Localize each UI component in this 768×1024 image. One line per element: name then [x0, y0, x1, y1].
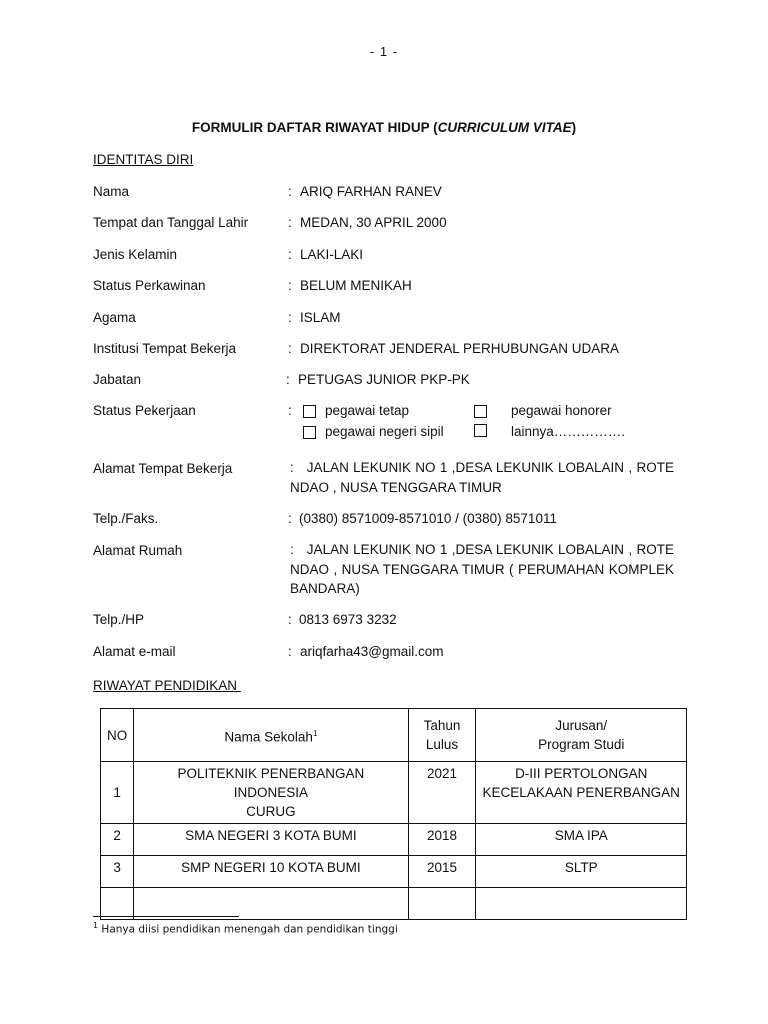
alamat-kerja-line1: : JALAN LEKUNIK NO 1 ,DESA LEKUNIK LOBALAIN , ROTE	[290, 460, 674, 475]
row-no-empty	[101, 888, 134, 920]
header-major-line1: Jurusan/	[555, 718, 608, 733]
row-school: SMA NEGERI 3 KOTA BUMI	[134, 824, 408, 856]
table-header-row	[101, 709, 687, 762]
alamat-rumah-line2: NDAO , NUSA TENGGARA TIMUR ( PERUMAHAN KOMPLEK	[290, 561, 674, 577]
nama-colon: :	[288, 184, 292, 199]
header-school-label: Nama Sekolah	[224, 729, 313, 745]
table-row-empty	[101, 888, 687, 920]
identity-heading: IDENTITAS DIRI	[93, 152, 194, 167]
alamat-rumah-value	[290, 540, 674, 599]
agama-label: Agama	[93, 310, 136, 325]
status-perkawinan-value: BELUM MENIKAH	[300, 278, 412, 293]
row-school-line2: CURUG	[246, 804, 296, 819]
telp-hp-label: Telp./HP	[93, 612, 145, 627]
ttl-label: Tempat dan Tanggal Lahir	[93, 215, 249, 230]
email-label: Alamat e-mail	[93, 644, 176, 659]
telp-hp-colon: :	[288, 612, 292, 627]
jenis-kelamin-label: Jenis Kelamin	[93, 247, 178, 262]
row-major-line1: D-III PERTOLONGAN	[515, 766, 648, 781]
header-year-line1: Tahun	[423, 718, 461, 733]
row-major: SLTP	[476, 856, 687, 888]
status-perkawinan-label: Status Perkawinan	[93, 278, 206, 293]
header-year	[408, 709, 476, 762]
jenis-kelamin-value: LAKI-LAKI	[300, 247, 364, 262]
row-major	[476, 762, 687, 824]
row-year: 2021	[408, 762, 476, 824]
jabatan-colon: :	[286, 372, 290, 387]
header-year-line2: Lulus	[425, 737, 459, 752]
title-prefix: FORMULIR DAFTAR RIWAYAT HIDUP (	[191, 120, 438, 135]
row-no: 3	[101, 856, 134, 888]
status-perkawinan-colon: :	[288, 278, 292, 293]
row-school	[134, 762, 408, 824]
title-suffix: )	[571, 120, 577, 135]
alamat-kerja-value	[290, 458, 674, 497]
header-major	[476, 709, 687, 762]
table-row	[101, 824, 687, 856]
lainnya-label: lainnya…………….	[511, 424, 626, 439]
education-table	[100, 708, 687, 920]
nama-label: Nama	[93, 184, 130, 199]
lainnya-checkbox[interactable]	[474, 424, 487, 437]
jenis-kelamin-colon: :	[288, 247, 292, 262]
jabatan-label: Jabatan	[93, 372, 142, 387]
agama-colon: :	[288, 310, 292, 325]
education-heading: RIWAYAT PENDIDIKAN	[93, 678, 241, 693]
pegawai-tetap-label: pegawai tetap	[325, 403, 410, 418]
footnote-marker: 1	[93, 921, 99, 930]
table-row	[101, 856, 687, 888]
header-no: NO	[101, 709, 134, 762]
alamat-rumah-label: Alamat Rumah	[93, 543, 183, 558]
email-colon: :	[288, 644, 292, 659]
ttl-value: MEDAN, 30 APRIL 2000	[300, 215, 447, 230]
row-no: 1	[101, 762, 134, 824]
alamat-kerja-label: Alamat Tempat Bekerja	[93, 461, 233, 476]
status-pekerjaan-label: Status Pekerjaan	[93, 403, 196, 418]
pegawai-negeri-sipil-checkbox[interactable]	[303, 426, 316, 439]
row-major-line2: KECELAKAAN PENERBANGAN	[482, 785, 680, 800]
row-year-empty[interactable]	[408, 888, 476, 920]
nama-value: ARIQ FARHAN RANEV	[300, 184, 442, 199]
telp-faks-colon: :	[288, 511, 292, 526]
pegawai-tetap-checkbox[interactable]	[303, 405, 316, 418]
row-year: 2018	[408, 824, 476, 856]
footnote-text: Hanya diisi pendidikan menengah dan pendidikan tinggi	[98, 923, 398, 936]
footnote-ref: 1	[312, 728, 318, 738]
footnote	[93, 921, 398, 936]
row-no: 2	[101, 824, 134, 856]
pegawai-honorer-label: pegawai honorer	[511, 403, 612, 418]
row-major-empty[interactable]	[476, 888, 687, 920]
header-major-line2: Program Studi	[538, 737, 625, 752]
telp-faks-value: (0380) 8571009-8571010 / (0380) 8571011	[299, 511, 557, 526]
table-row	[101, 762, 687, 824]
institusi-label: Institusi Tempat Bekerja	[93, 341, 237, 356]
page-number: - 1 -	[369, 44, 399, 59]
pegawai-negeri-sipil-label: pegawai negeri sipil	[325, 424, 444, 439]
jabatan-value: PETUGAS JUNIOR PKP-PK	[298, 372, 470, 387]
agama-value: ISLAM	[300, 310, 341, 325]
header-school	[134, 709, 408, 762]
title-italic: CURRICULUM VITAE	[437, 120, 572, 135]
alamat-rumah-line3: BANDARA)	[290, 581, 360, 596]
row-school-empty[interactable]	[134, 888, 408, 920]
ttl-colon: :	[288, 215, 292, 230]
document-title	[0, 120, 768, 135]
row-year: 2015	[408, 856, 476, 888]
alamat-kerja-line2: NDAO , NUSA TENGGARA TIMUR	[290, 479, 502, 495]
telp-faks-label: Telp./Faks.	[93, 511, 159, 526]
row-major: SMA IPA	[476, 824, 687, 856]
footnote-separator	[93, 916, 239, 917]
pegawai-honorer-checkbox[interactable]	[474, 405, 487, 418]
institusi-value: DIREKTORAT JENDERAL PERHUBUNGAN UDARA	[300, 341, 620, 356]
alamat-rumah-line1: : JALAN LEKUNIK NO 1 ,DESA LEKUNIK LOBALAIN , ROTE	[290, 542, 674, 557]
institusi-colon: :	[288, 341, 292, 356]
status-pekerjaan-colon: :	[288, 403, 292, 418]
row-school-line1: POLITEKNIK PENERBANGAN INDONESIA	[177, 766, 365, 800]
email-value: ariqfarha43@gmail.com	[300, 644, 444, 659]
telp-hp-value: 0813 6973 3232	[299, 612, 397, 627]
row-school: SMP NEGERI 10 KOTA BUMI	[134, 856, 408, 888]
